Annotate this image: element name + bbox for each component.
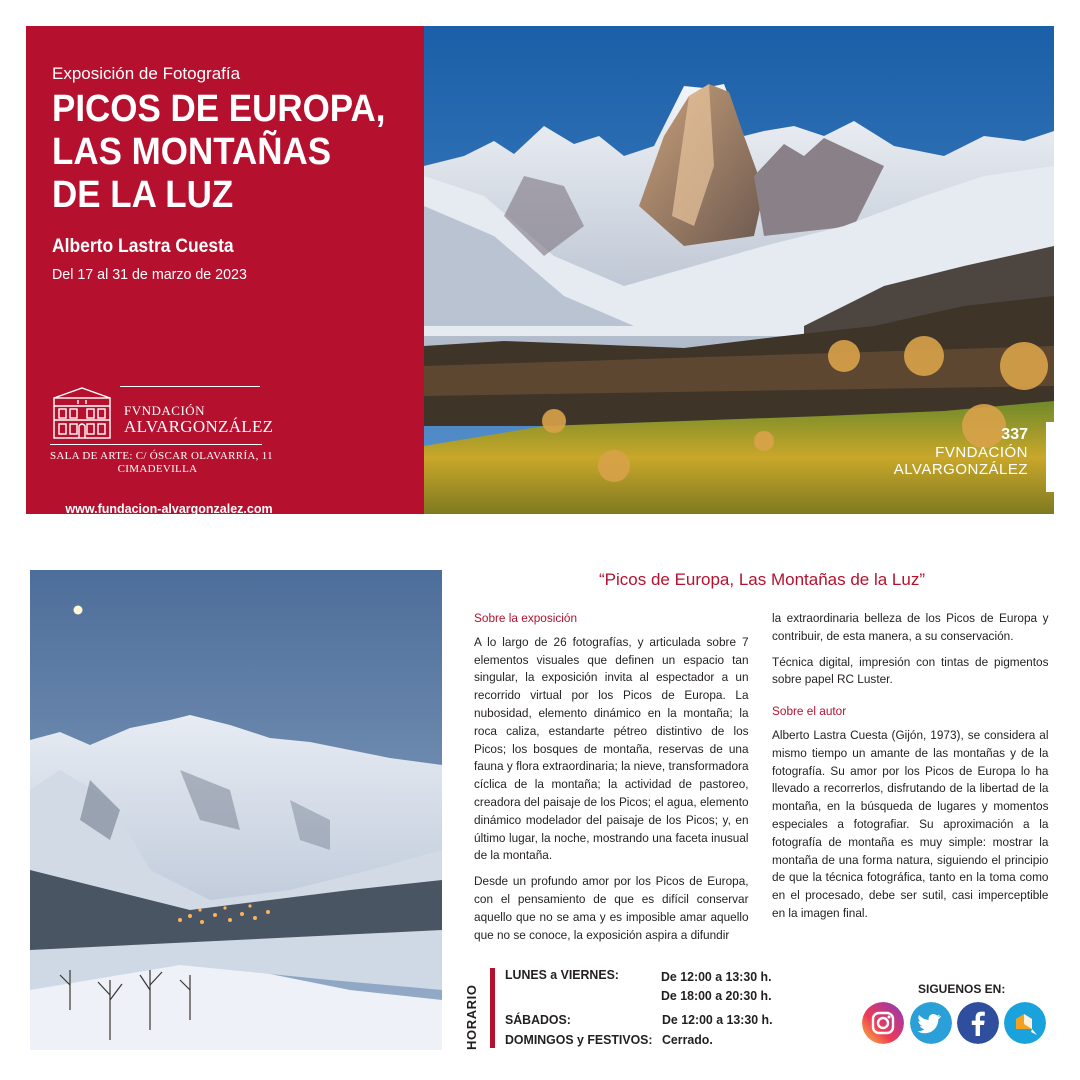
- foundation-name-line2: ALVARGONZÁLEZ: [124, 417, 274, 436]
- winter-landscape-image: [30, 570, 442, 1050]
- facebook-icon[interactable]: [957, 1002, 999, 1044]
- author-paragraph: Alberto Lastra Cuesta (Gijón, 1973), se considera al mismo tiempo un amante de las montañas y de la fotografía. Su amor por los Picos de Europa lo ha llevado a recorrerlos, disfrutando de la libertad de la montaña, en la búsqueda de lugares y momentos especiales a fotografiar. Su aproximación a la fotografía de montaña es muy simple: mostrar la montaña de una forma natura, siguiendo el principio de que la técnica fotográfica, tanto en la toma como en el procesado, debe ser sutil, casi imperceptible en la imagen final.: [772, 727, 1049, 920]
- exhibition-paragraph-2-continued: la extraordinaria belleza de los Picos de Europa y contribuir, de esta manera, a su conservación.: [772, 611, 1049, 643]
- weekdays-time-1: De 12:00 a 13:30 h.: [661, 969, 772, 984]
- blog-icon[interactable]: [1004, 1002, 1046, 1044]
- technique-paragraph: Técnica digital, impresión con tintas de pigmentos sobre papel RC Luster.: [772, 654, 1049, 687]
- title-line-1: PICOS DE EUROPA,: [52, 88, 386, 130]
- divider: [120, 386, 260, 387]
- sundays-time: Cerrado.: [662, 1032, 713, 1047]
- photo-number: 337: [1001, 426, 1028, 443]
- mountain-sunset-photo: [424, 26, 1054, 514]
- exhibition-dates: Del 17 al 31 de marzo de 2023: [52, 266, 247, 283]
- weekdays-label: LUNES a VIERNES:: [505, 967, 619, 982]
- article-column-right: [772, 610, 1048, 931]
- foundation-name-line1: FVNDACIÓN: [124, 403, 206, 418]
- saturday-label: SÁBADOS:: [505, 1012, 571, 1027]
- exhibition-banner: [26, 26, 424, 514]
- website-link[interactable]: www.fundacion-alvargonzalez.com: [65, 502, 273, 516]
- article-title: “Picos de Europa, Las Montañas de la Luz”: [598, 570, 926, 589]
- exhibition-title: [52, 88, 392, 217]
- exhibition-paragraph-1: A lo largo de 26 fotografías, y articulada sobre 7 elementos visuales que definen un espacio tan singular, la exposición invita al espectador a un recorrido virtual por los Picos de Europa. La nubosidad, elemento dinámico en la montaña; la roca caliza, estandarte pétreo distintivo de los Picos; los bosques de montaña, reservas de una fauna y flora extraordinaria; la nieve, transformadora cíclica de la montaña; la actividad de pastoreo, creadora del paisaje de los Picos; el agua, elemento dinámico modelador del paisaje de los Picos; y, en último lugar, la noche, mostrando una faceta inusual de la montaña.: [474, 634, 749, 863]
- photo-credit-badge: [894, 426, 1028, 478]
- instagram-icon[interactable]: [862, 1002, 904, 1044]
- exhibition-subtitle: Exposición de Fotografía: [52, 64, 241, 83]
- venue-address: SALA DE ARTE: C/ ÓSCAR OLAVARRÍA, 11: [50, 450, 273, 462]
- exhibition-paragraph-2: Desde un profundo amor por los Picos de Europa, con el pensamiento de que es difícil conservar aquello que no se ama y es imposible amar aquello que no se conoce, la exposición aspira a difundir: [474, 874, 749, 942]
- schedule-accent-bar: [490, 968, 495, 1048]
- divider: [50, 444, 262, 445]
- building-logo-icon: [50, 384, 114, 440]
- photo-foundation-line2: ALVARGONZÁLEZ: [893, 461, 1028, 478]
- follow-us-label: SIGUENOS EN:: [918, 982, 1006, 996]
- schedule-label: HORARIO: [464, 984, 479, 1050]
- article-column-left: [474, 610, 749, 952]
- photo-foundation-line1: FVNDACIÓN: [935, 444, 1028, 461]
- winter-village-photo: [30, 570, 442, 1050]
- title-line-2: LAS MONTAÑAS: [52, 131, 332, 173]
- sundays-label: DOMINGOS y FESTIVOS:: [505, 1032, 653, 1047]
- saturday-time: De 12:00 a 13:30 h.: [662, 1012, 773, 1027]
- section-heading-exhibition: Sobre la exposición: [474, 611, 578, 625]
- title-line-3: DE LA LUZ: [52, 174, 234, 216]
- badge-accent-strip: [1046, 422, 1054, 492]
- moon-icon: [74, 606, 83, 615]
- section-heading-author: Sobre el autor: [772, 704, 847, 719]
- twitter-icon[interactable]: [910, 1002, 952, 1044]
- venue-district: CIMADEVILLA: [117, 463, 198, 475]
- author-name: Alberto Lastra Cuesta: [52, 236, 234, 257]
- weekdays-time-2: De 18:00 a 20:30 h.: [661, 988, 772, 1003]
